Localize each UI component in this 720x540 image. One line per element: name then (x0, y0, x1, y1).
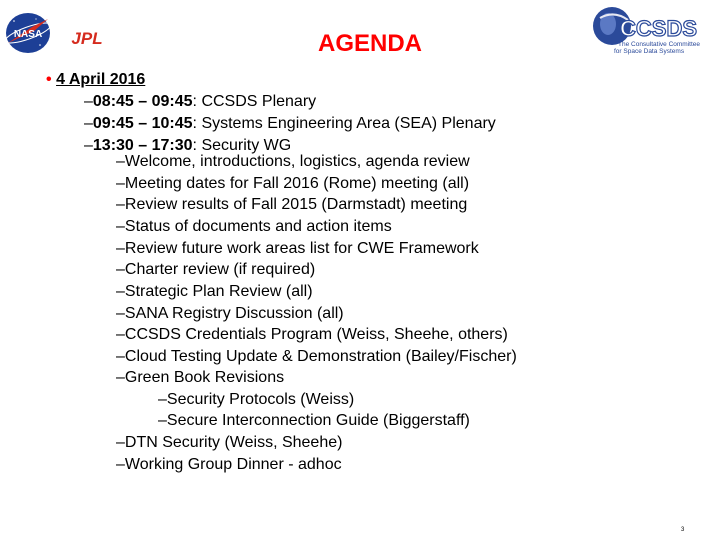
agenda-item: –Charter review (if required) (116, 261, 316, 278)
agenda-item: –SANA Registry Discussion (all) (116, 305, 344, 322)
svg-text:CCSDS: CCSDS (620, 16, 698, 41)
agenda-date-line (46, 70, 145, 90)
svg-text:JPL: JPL (71, 29, 103, 48)
svg-text:The Consultative Committee: The Consultative Committee (618, 41, 701, 48)
session-name: : Systems Engineering Area (SEA) Plenary (192, 115, 496, 132)
svg-text:for Space Data Systems: for Space Data Systems (614, 48, 685, 55)
session-time: 13:30 – 17:30 (92, 137, 193, 154)
session-name: : CCSDS Plenary (192, 93, 317, 110)
agenda-item: –Status of documents and action items (116, 218, 392, 235)
agenda-item: –CCSDS Credentials Program (Weiss, Sheehe, others) (116, 326, 508, 343)
agenda-item: –Welcome, introductions, logistics, agenda review (116, 153, 470, 170)
session-time: 09:45 – 10:45 (92, 115, 193, 132)
session-dash: – (84, 115, 93, 132)
session-item (84, 114, 496, 134)
agenda-date: 4 April 2016 (56, 71, 146, 88)
agenda-item: –Cloud Testing Update & Demonstration (Bailey/Fischer) (116, 348, 517, 365)
svg-text:NASA: NASA (13, 29, 43, 40)
session-item (84, 92, 316, 112)
agenda-subitem: –Security Protocols (Weiss) (158, 391, 355, 408)
session-dash: – (84, 93, 93, 110)
agenda-subitem: –Secure Interconnection Guide (Biggerstaff) (158, 412, 470, 429)
slide-title: AGENDA (317, 30, 422, 57)
session-time: 08:45 – 09:45 (92, 93, 193, 110)
agenda-item: –Green Book Revisions (116, 369, 285, 386)
agenda-item: –Review results of Fall 2015 (Darmstadt) meeting (116, 196, 468, 213)
page-number: 3 (681, 527, 685, 533)
agenda-item: –Review future work areas list for CWE Framework (116, 240, 479, 257)
agenda-item: –DTN Security (Weiss, Sheehe) (116, 434, 343, 451)
agenda-item: –Strategic Plan Review (all) (116, 283, 313, 300)
agenda-item: –Meeting dates for Fall 2016 (Rome) meeting (all) (116, 175, 470, 192)
agenda-item: –Working Group Dinner - adhoc (116, 456, 342, 473)
session-name: : Security WG (192, 137, 292, 154)
session-dash: – (84, 137, 93, 154)
bullet-marker: • (46, 71, 52, 88)
